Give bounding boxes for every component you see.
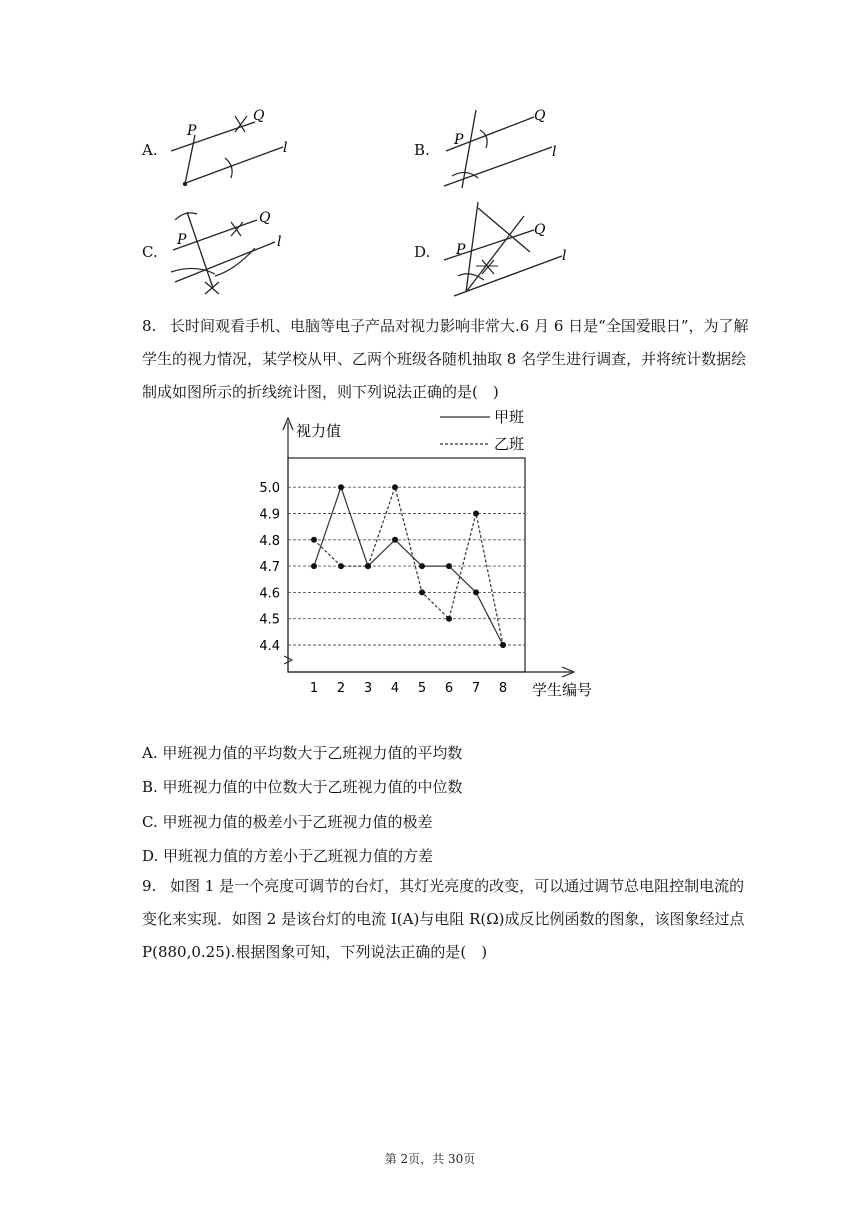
question-number: 9. (142, 877, 157, 895)
figure-d (436, 196, 576, 300)
x-axis-label: 学生编号 (532, 681, 593, 699)
data-point (446, 563, 452, 569)
legend-label: 甲班 (494, 408, 525, 426)
x-tick-label: 1 (309, 681, 319, 696)
question-9-line-1: 如图 1 是一个亮度可调节的台灯，其灯光亮度的改变，可以通过调节总电阻控制电流的 (170, 877, 745, 895)
label-q: Q (534, 108, 546, 124)
option-b: B. 甲班视力值的中位数大于乙班视力值的中位数 (142, 778, 463, 796)
y-tick-label: 4.5 (259, 612, 280, 628)
data-point (338, 563, 344, 569)
label-l: l (552, 144, 557, 160)
label-q: Q (259, 210, 271, 226)
data-point (419, 589, 425, 595)
label-p: P (177, 232, 187, 248)
data-point (311, 537, 317, 543)
option-d: D. 甲班视力值的方差小于乙班视力值的方差 (142, 847, 434, 865)
data-point (338, 484, 344, 490)
option-c: C. 甲班视力值的极差小于乙班视力值的极差 (142, 813, 433, 831)
label-p: P (454, 132, 464, 148)
y-tick-label: 4.8 (259, 533, 280, 549)
data-point (419, 563, 425, 569)
label-l: l (283, 140, 288, 156)
option-letter: A. (142, 141, 158, 159)
option-letter: B. (414, 141, 430, 159)
figure-c (165, 200, 305, 300)
x-tick-label: 4 (390, 681, 400, 696)
question-8-text (142, 310, 752, 409)
y-tick-label: 5.0 (259, 481, 280, 497)
label-p: P (456, 242, 466, 258)
data-point (311, 563, 317, 569)
label-q: Q (534, 222, 546, 238)
data-point (500, 642, 506, 648)
question-9-line-3: P(880,0.25).根据图象可知，下列说法正确的是( ) (142, 943, 488, 961)
data-point (473, 511, 479, 517)
data-point (392, 537, 398, 543)
label-l: l (277, 234, 282, 250)
question-9-text (142, 870, 752, 969)
page-footer: 第 2页，共 30页 (384, 1152, 476, 1166)
data-point (365, 563, 371, 569)
legend (440, 408, 524, 453)
y-tick-label: 4.7 (259, 560, 280, 576)
question-number: 8. (142, 317, 157, 335)
figure-b (436, 100, 576, 195)
line-chart (250, 400, 610, 710)
option-letter: C. (142, 243, 158, 261)
x-tick-label: 3 (363, 681, 373, 696)
label-l: l (562, 248, 567, 264)
label-p: P (187, 123, 197, 139)
y-axis-label: 视力值 (296, 422, 342, 440)
legend-label: 乙班 (494, 435, 525, 453)
label-q: Q (253, 108, 265, 124)
y-tick-label: 4.4 (259, 639, 280, 654)
x-tick-label: 8 (498, 681, 508, 696)
data-point (392, 484, 398, 490)
x-tick-label: 6 (444, 681, 454, 696)
y-tick-label: 4.9 (259, 507, 280, 523)
x-tick-label: 5 (417, 681, 427, 696)
plot-frame (288, 458, 525, 672)
option-letter: D. (414, 243, 431, 261)
y-tick-label: 4.6 (259, 586, 280, 602)
question-9-line-2: 变化来实现．如图 2 是该台灯的电流 I(A)与电阻 R(Ω)成反比例函数的图象，该图象经过点 (142, 910, 745, 928)
question-8-body: 长时间观看手机、电脑等电子产品对视力影响非常大.6 月 6 日是“全国爱眼日”，为了解学生的视力情况，某学校从甲、乙两个班级各随机抽取 8 名学生进行调查，并将统计数据绘制成如图所示的折线统计图，则下列说法正确的是( ) (142, 317, 749, 401)
x-tick-label: 7 (471, 681, 481, 696)
figure-a (165, 100, 305, 195)
x-tick-label: 2 (336, 681, 346, 696)
option-a: A. 甲班视力值的平均数大于乙班视力值的平均数 (142, 744, 463, 762)
data-point (473, 589, 479, 595)
data-point (446, 616, 452, 622)
